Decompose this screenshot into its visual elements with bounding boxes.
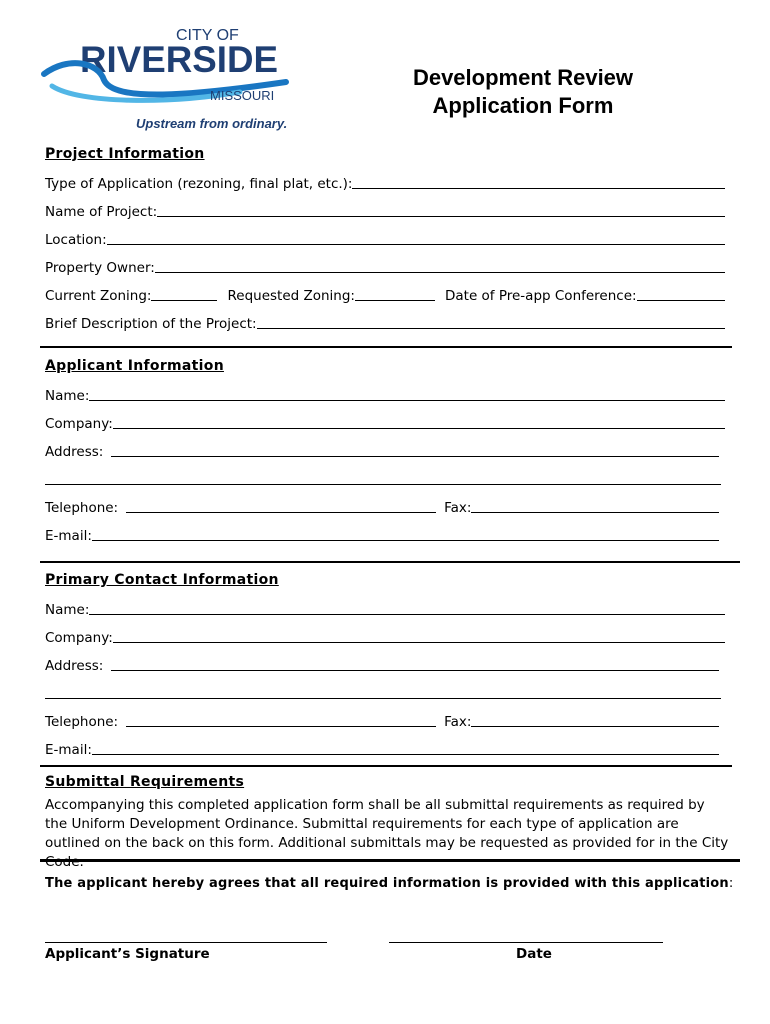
signature-label: Applicant’s Signature <box>45 946 210 962</box>
section-divider <box>40 765 732 767</box>
description-label: Brief Description of the Project: <box>45 316 257 332</box>
logo-city-of: CITY OF <box>176 27 239 44</box>
applicant-address-row <box>45 440 719 460</box>
contact-telephone-label: Telephone: <box>45 714 119 730</box>
city-logo <box>40 22 292 132</box>
contact-email-label: E-mail: <box>45 742 92 758</box>
preapp-date-label: Date of Pre-app Conference: <box>444 288 637 304</box>
section-divider <box>40 346 732 348</box>
location-label: Location: <box>45 232 107 248</box>
applicant-email-row <box>45 524 719 544</box>
project-name-row <box>45 200 725 220</box>
description-row <box>45 312 725 332</box>
applicant-telephone-label: Telephone: <box>45 500 119 516</box>
project-name-field[interactable] <box>157 202 725 217</box>
requested-zoning-field[interactable] <box>355 286 435 301</box>
applicant-info-heading: Applicant Information <box>45 358 224 374</box>
preapp-date-field[interactable] <box>637 286 725 301</box>
project-name-label: Name of Project: <box>45 204 158 220</box>
contact-name-row <box>45 598 725 618</box>
application-type-row <box>45 172 725 192</box>
agreement-colon: : <box>728 876 734 891</box>
form-title <box>380 64 666 120</box>
logo-name: RIVERSIDE <box>80 39 278 80</box>
zoning-row <box>45 284 725 304</box>
description-field[interactable] <box>257 314 725 329</box>
contact-address-field-2[interactable] <box>45 684 721 699</box>
logo-state: MISSOURI <box>210 88 275 103</box>
contact-company-field[interactable] <box>113 628 725 643</box>
section-divider <box>40 859 740 862</box>
applicant-company-row <box>45 412 725 432</box>
contact-phone-row <box>45 710 719 730</box>
form-title-line2: Application Form <box>432 93 614 118</box>
applicant-email-field[interactable] <box>92 526 719 541</box>
form-title-line1: Development Review <box>412 65 634 90</box>
contact-name-field[interactable] <box>89 600 725 615</box>
contact-address-row-2 <box>45 682 721 702</box>
applicant-phone-row <box>45 496 719 516</box>
contact-address-row <box>45 654 719 674</box>
contact-fax-field[interactable] <box>471 712 719 727</box>
section-divider <box>40 561 740 563</box>
current-zoning-field[interactable] <box>151 286 217 301</box>
contact-name-label: Name: <box>45 602 90 618</box>
contact-telephone-field[interactable] <box>126 712 436 727</box>
contact-info-heading: Primary Contact Information <box>45 572 279 588</box>
agreement-text: The applicant hereby agrees that all required information is provided with this application <box>45 876 729 891</box>
contact-address-label: Address: <box>45 658 104 674</box>
applicant-email-label: E-mail: <box>45 528 92 544</box>
requested-zoning-label: Requested Zoning: <box>227 288 355 304</box>
logo-tagline: Upstream from ordinary. <box>136 116 288 131</box>
date-label: Date <box>516 946 552 962</box>
applicant-fax-label: Fax: <box>444 500 472 516</box>
contact-company-label: Company: <box>45 630 113 646</box>
contact-email-row <box>45 738 719 758</box>
applicant-address-row-2 <box>45 468 721 488</box>
location-row <box>45 228 725 248</box>
application-type-field[interactable] <box>352 174 725 189</box>
applicant-name-label: Name: <box>45 388 90 404</box>
project-info-heading: Project Information <box>45 146 205 162</box>
applicant-company-label: Company: <box>45 416 113 432</box>
applicant-name-field[interactable] <box>89 386 725 401</box>
contact-fax-label: Fax: <box>444 714 472 730</box>
location-field[interactable] <box>107 230 725 245</box>
applicant-address-field-2[interactable] <box>45 470 721 485</box>
signature-line[interactable] <box>45 942 327 943</box>
contact-address-field[interactable] <box>111 656 719 671</box>
applicant-fax-field[interactable] <box>471 498 719 513</box>
submittal-paragraph: Accompanying this completed application form shall be all submittal requirements as required by the Uniform Development Ordinance. Submittal requirements for each type of application are outlined on the back on this form. Additional submittals may be requested as provided for in the City Code. <box>45 797 729 870</box>
contact-company-row <box>45 626 725 646</box>
applicant-address-label: Address: <box>45 444 104 460</box>
applicant-address-field[interactable] <box>111 442 719 457</box>
agreement-statement <box>45 876 733 891</box>
property-owner-label: Property Owner: <box>45 260 155 276</box>
applicant-name-row <box>45 384 725 404</box>
property-owner-row <box>45 256 725 276</box>
property-owner-field[interactable] <box>155 258 725 273</box>
applicant-company-field[interactable] <box>113 414 725 429</box>
submittal-heading: Submittal Requirements <box>45 774 245 790</box>
date-line[interactable] <box>389 942 663 943</box>
current-zoning-label: Current Zoning: <box>45 288 152 304</box>
application-type-label: Type of Application (rezoning, final plat, etc.): <box>45 176 353 192</box>
contact-email-field[interactable] <box>92 740 719 755</box>
applicant-telephone-field[interactable] <box>126 498 436 513</box>
